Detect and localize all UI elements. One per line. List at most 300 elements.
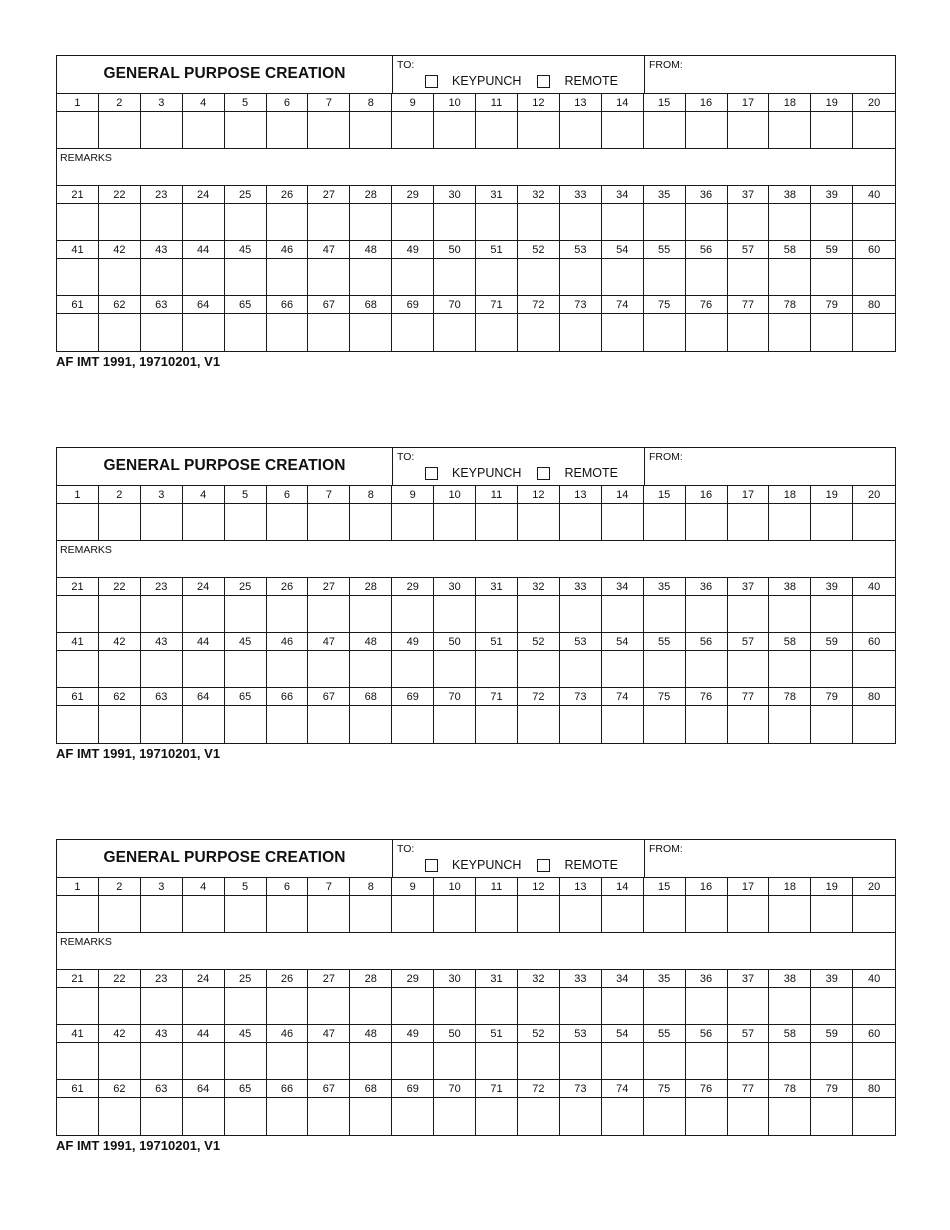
entry-cell[interactable] bbox=[434, 112, 476, 148]
entry-cell[interactable] bbox=[434, 596, 476, 632]
form-header bbox=[57, 840, 895, 878]
to-field[interactable] bbox=[393, 56, 645, 93]
entry-cell[interactable] bbox=[686, 651, 728, 687]
entry-cell[interactable] bbox=[99, 596, 141, 632]
entry-cell[interactable] bbox=[392, 596, 434, 632]
entry-cell[interactable] bbox=[518, 596, 560, 632]
entry-cell[interactable] bbox=[686, 896, 728, 932]
entry-cell[interactable] bbox=[141, 1098, 183, 1135]
remarks-field[interactable] bbox=[57, 541, 895, 578]
entry-cell[interactable] bbox=[769, 204, 811, 240]
entry-cell[interactable] bbox=[644, 596, 686, 632]
entry-row bbox=[57, 112, 895, 149]
entry-cell[interactable] bbox=[225, 1098, 267, 1135]
entry-cell[interactable] bbox=[267, 706, 309, 743]
column-number: 11 bbox=[476, 878, 518, 895]
column-number: 57 bbox=[728, 241, 770, 258]
column-number: 32 bbox=[518, 578, 560, 595]
entry-cell[interactable] bbox=[141, 204, 183, 240]
column-number: 1 bbox=[57, 486, 99, 503]
entry-cell[interactable] bbox=[434, 1043, 476, 1079]
entry-cell[interactable] bbox=[57, 204, 99, 240]
entry-cell[interactable] bbox=[853, 1098, 895, 1135]
entry-cell[interactable] bbox=[560, 1098, 602, 1135]
entry-cell[interactable] bbox=[99, 988, 141, 1024]
entry-cell[interactable] bbox=[560, 314, 602, 351]
entry-cell[interactable] bbox=[57, 988, 99, 1024]
entry-cell[interactable] bbox=[434, 651, 476, 687]
entry-cell[interactable] bbox=[350, 204, 392, 240]
column-number: 11 bbox=[476, 486, 518, 503]
entry-cell[interactable] bbox=[308, 504, 350, 540]
entry-cell[interactable] bbox=[811, 314, 853, 351]
column-number: 42 bbox=[99, 241, 141, 258]
entry-cell[interactable] bbox=[853, 112, 895, 148]
entry-cell[interactable] bbox=[392, 988, 434, 1024]
entry-cell[interactable] bbox=[141, 1043, 183, 1079]
column-number: 33 bbox=[560, 186, 602, 203]
entry-cell[interactable] bbox=[728, 1043, 770, 1079]
to-field[interactable] bbox=[393, 840, 645, 877]
entry-cell[interactable] bbox=[518, 259, 560, 295]
entry-cell[interactable] bbox=[602, 988, 644, 1024]
entry-cell[interactable] bbox=[141, 259, 183, 295]
entry-cell[interactable] bbox=[769, 259, 811, 295]
entry-cell[interactable] bbox=[853, 204, 895, 240]
entry-cell[interactable] bbox=[350, 504, 392, 540]
entry-cell[interactable] bbox=[141, 896, 183, 932]
entry-cell[interactable] bbox=[57, 651, 99, 687]
entry-cell[interactable] bbox=[141, 706, 183, 743]
column-number: 61 bbox=[57, 1080, 99, 1097]
entry-cell[interactable] bbox=[644, 1098, 686, 1135]
entry-cell[interactable] bbox=[769, 112, 811, 148]
entry-cell[interactable] bbox=[769, 988, 811, 1024]
column-number: 78 bbox=[769, 296, 811, 313]
entry-cell[interactable] bbox=[267, 314, 309, 351]
entry-cell[interactable] bbox=[99, 314, 141, 351]
entry-cell[interactable] bbox=[183, 504, 225, 540]
entry-cell[interactable] bbox=[350, 651, 392, 687]
entry-cell[interactable] bbox=[225, 112, 267, 148]
entry-cell[interactable] bbox=[225, 706, 267, 743]
entry-cell[interactable] bbox=[183, 204, 225, 240]
entry-cell[interactable] bbox=[57, 596, 99, 632]
entry-cell[interactable] bbox=[183, 596, 225, 632]
keypunch-checkbox[interactable] bbox=[425, 75, 438, 88]
entry-cell[interactable] bbox=[686, 259, 728, 295]
entry-cell[interactable] bbox=[518, 204, 560, 240]
entry-cell[interactable] bbox=[644, 988, 686, 1024]
entry-cell[interactable] bbox=[225, 596, 267, 632]
column-number: 73 bbox=[560, 1080, 602, 1097]
entry-cell[interactable] bbox=[225, 314, 267, 351]
entry-cell[interactable] bbox=[853, 596, 895, 632]
entry-cell[interactable] bbox=[267, 988, 309, 1024]
entry-cell[interactable] bbox=[99, 112, 141, 148]
entry-cell[interactable] bbox=[811, 504, 853, 540]
entry-cell[interactable] bbox=[602, 706, 644, 743]
entry-cell[interactable] bbox=[267, 259, 309, 295]
entry-cell[interactable] bbox=[602, 596, 644, 632]
column-number: 59 bbox=[811, 633, 853, 650]
entry-cell[interactable] bbox=[57, 112, 99, 148]
entry-cell[interactable] bbox=[434, 204, 476, 240]
entry-cell[interactable] bbox=[308, 259, 350, 295]
entry-cell[interactable] bbox=[853, 504, 895, 540]
entry-cell[interactable] bbox=[811, 896, 853, 932]
entry-cell[interactable] bbox=[308, 314, 350, 351]
entry-cell[interactable] bbox=[560, 988, 602, 1024]
from-field[interactable] bbox=[645, 56, 895, 93]
column-number: 54 bbox=[602, 1025, 644, 1042]
entry-cell[interactable] bbox=[728, 259, 770, 295]
column-number: 54 bbox=[602, 241, 644, 258]
entry-cell[interactable] bbox=[686, 504, 728, 540]
from-field[interactable] bbox=[645, 448, 895, 485]
entry-cell[interactable] bbox=[602, 504, 644, 540]
entry-cell[interactable] bbox=[686, 112, 728, 148]
column-number: 39 bbox=[811, 186, 853, 203]
remarks-field[interactable] bbox=[57, 149, 895, 186]
entry-cell[interactable] bbox=[434, 896, 476, 932]
entry-cell[interactable] bbox=[644, 896, 686, 932]
entry-cell[interactable] bbox=[141, 314, 183, 351]
entry-cell[interactable] bbox=[350, 112, 392, 148]
entry-cell[interactable] bbox=[769, 314, 811, 351]
entry-cell[interactable] bbox=[602, 204, 644, 240]
entry-cell[interactable] bbox=[644, 204, 686, 240]
entry-cell[interactable] bbox=[476, 651, 518, 687]
column-number: 45 bbox=[225, 241, 267, 258]
entry-cell[interactable] bbox=[811, 706, 853, 743]
entry-cell[interactable] bbox=[728, 651, 770, 687]
column-number: 77 bbox=[728, 688, 770, 705]
entry-cell[interactable] bbox=[853, 896, 895, 932]
column-number: 15 bbox=[644, 878, 686, 895]
entry-row bbox=[57, 314, 895, 351]
entry-cell[interactable] bbox=[350, 896, 392, 932]
column-number: 36 bbox=[686, 578, 728, 595]
entry-cell[interactable] bbox=[644, 1043, 686, 1079]
entry-cell[interactable] bbox=[267, 896, 309, 932]
entry-row bbox=[57, 259, 895, 296]
routing-options bbox=[425, 74, 634, 88]
entry-cell[interactable] bbox=[476, 204, 518, 240]
entry-cell[interactable] bbox=[476, 259, 518, 295]
entry-cell[interactable] bbox=[686, 706, 728, 743]
entry-cell[interactable] bbox=[350, 1098, 392, 1135]
column-number: 43 bbox=[141, 633, 183, 650]
column-number: 80 bbox=[868, 1082, 881, 1095]
entry-cell[interactable] bbox=[141, 651, 183, 687]
entry-cell[interactable] bbox=[811, 1098, 853, 1135]
entry-cell[interactable] bbox=[728, 204, 770, 240]
entry-cell[interactable] bbox=[141, 988, 183, 1024]
entry-cell[interactable] bbox=[811, 651, 853, 687]
entry-cell[interactable] bbox=[392, 112, 434, 148]
entry-cell[interactable] bbox=[141, 596, 183, 632]
entry-cell[interactable] bbox=[686, 1098, 728, 1135]
entry-cell[interactable] bbox=[392, 314, 434, 351]
entry-cell[interactable] bbox=[99, 896, 141, 932]
from-label: FROM: bbox=[649, 451, 683, 463]
entry-cell[interactable] bbox=[769, 596, 811, 632]
entry-cell[interactable] bbox=[811, 988, 853, 1024]
entry-cell[interactable] bbox=[350, 259, 392, 295]
entry-cell[interactable] bbox=[811, 596, 853, 632]
column-number: 33 bbox=[560, 970, 602, 987]
entry-cell[interactable] bbox=[686, 314, 728, 351]
entry-cell[interactable] bbox=[518, 504, 560, 540]
entry-cell[interactable] bbox=[769, 896, 811, 932]
entry-cell[interactable] bbox=[392, 204, 434, 240]
entry-cell[interactable] bbox=[560, 651, 602, 687]
entry-cell[interactable] bbox=[267, 204, 309, 240]
entry-cell[interactable] bbox=[225, 1043, 267, 1079]
column-number: 76 bbox=[686, 688, 728, 705]
keypunch-checkbox[interactable] bbox=[425, 467, 438, 480]
entry-cell[interactable] bbox=[183, 1043, 225, 1079]
entry-cell[interactable] bbox=[811, 1043, 853, 1079]
entry-cell[interactable] bbox=[769, 1043, 811, 1079]
entry-cell[interactable] bbox=[308, 651, 350, 687]
entry-cell[interactable] bbox=[769, 504, 811, 540]
entry-cell[interactable] bbox=[476, 1043, 518, 1079]
entry-cell[interactable] bbox=[350, 1043, 392, 1079]
column-number: 46 bbox=[267, 633, 309, 650]
entry-cell[interactable] bbox=[434, 706, 476, 743]
entry-cell[interactable] bbox=[308, 1098, 350, 1135]
entry-cell[interactable] bbox=[686, 204, 728, 240]
entry-cell[interactable] bbox=[518, 651, 560, 687]
entry-cell[interactable] bbox=[392, 706, 434, 743]
from-field[interactable] bbox=[645, 840, 895, 877]
entry-cell[interactable] bbox=[392, 651, 434, 687]
remarks-field[interactable] bbox=[57, 933, 895, 970]
keypunch-checkbox[interactable] bbox=[425, 859, 438, 872]
column-number: 69 bbox=[392, 688, 434, 705]
entry-cell[interactable] bbox=[225, 504, 267, 540]
entry-cell[interactable] bbox=[267, 1043, 309, 1079]
entry-cell[interactable] bbox=[392, 896, 434, 932]
entry-cell[interactable] bbox=[225, 259, 267, 295]
entry-cell[interactable] bbox=[308, 706, 350, 743]
remote-checkbox[interactable] bbox=[537, 859, 550, 872]
entry-cell[interactable] bbox=[476, 596, 518, 632]
entry-cell[interactable] bbox=[392, 1043, 434, 1079]
entry-cell[interactable] bbox=[99, 259, 141, 295]
entry-cell[interactable] bbox=[308, 1043, 350, 1079]
entry-cell[interactable] bbox=[308, 596, 350, 632]
entry-cell[interactable] bbox=[853, 988, 895, 1024]
entry-cell[interactable] bbox=[476, 314, 518, 351]
entry-cell[interactable] bbox=[560, 204, 602, 240]
entry-cell[interactable] bbox=[183, 112, 225, 148]
entry-cell[interactable] bbox=[518, 1098, 560, 1135]
entry-cell[interactable] bbox=[267, 1098, 309, 1135]
entry-cell[interactable] bbox=[57, 504, 99, 540]
entry-cell[interactable] bbox=[686, 988, 728, 1024]
entry-cell[interactable] bbox=[602, 112, 644, 148]
entry-cell[interactable] bbox=[308, 204, 350, 240]
entry-cell[interactable] bbox=[350, 314, 392, 351]
entry-cell[interactable] bbox=[141, 504, 183, 540]
entry-cell[interactable] bbox=[644, 112, 686, 148]
column-number: 44 bbox=[183, 1025, 225, 1042]
entry-cell[interactable] bbox=[728, 1098, 770, 1135]
entry-cell[interactable] bbox=[728, 504, 770, 540]
entry-cell[interactable] bbox=[560, 504, 602, 540]
entry-cell[interactable] bbox=[350, 706, 392, 743]
entry-cell[interactable] bbox=[728, 112, 770, 148]
entry-cell[interactable] bbox=[853, 259, 895, 295]
entry-cell[interactable] bbox=[57, 1098, 99, 1135]
entry-cell[interactable] bbox=[518, 896, 560, 932]
entry-cell[interactable] bbox=[350, 596, 392, 632]
entry-cell[interactable] bbox=[57, 314, 99, 351]
entry-cell[interactable] bbox=[183, 988, 225, 1024]
entry-cell[interactable] bbox=[57, 1043, 99, 1079]
entry-cell[interactable] bbox=[392, 504, 434, 540]
entry-cell[interactable] bbox=[560, 259, 602, 295]
entry-cell[interactable] bbox=[644, 651, 686, 687]
entry-cell[interactable] bbox=[308, 988, 350, 1024]
entry-cell[interactable] bbox=[57, 259, 99, 295]
entry-cell[interactable] bbox=[476, 112, 518, 148]
entry-cell[interactable] bbox=[267, 596, 309, 632]
entry-row bbox=[57, 596, 895, 633]
entry-cell[interactable] bbox=[518, 706, 560, 743]
entry-cell[interactable] bbox=[728, 988, 770, 1024]
entry-cell[interactable] bbox=[183, 896, 225, 932]
entry-cell[interactable] bbox=[183, 259, 225, 295]
entry-cell[interactable] bbox=[183, 706, 225, 743]
entry-cell[interactable] bbox=[560, 596, 602, 632]
entry-cell[interactable] bbox=[686, 1043, 728, 1079]
column-number-row bbox=[57, 1025, 895, 1043]
entry-cell[interactable] bbox=[476, 706, 518, 743]
entry-cell[interactable] bbox=[434, 1098, 476, 1135]
entry-cell[interactable] bbox=[476, 988, 518, 1024]
entry-cell[interactable] bbox=[434, 504, 476, 540]
entry-cell[interactable] bbox=[225, 896, 267, 932]
entry-cell[interactable] bbox=[853, 651, 895, 687]
entry-cell[interactable] bbox=[57, 706, 99, 743]
entry-cell[interactable] bbox=[769, 651, 811, 687]
remote-checkbox[interactable] bbox=[537, 467, 550, 480]
column-number: 9 bbox=[392, 486, 434, 503]
entry-cell[interactable] bbox=[602, 259, 644, 295]
entry-cell[interactable] bbox=[686, 596, 728, 632]
entry-cell[interactable] bbox=[811, 259, 853, 295]
entry-cell[interactable] bbox=[560, 1043, 602, 1079]
entry-cell[interactable] bbox=[308, 112, 350, 148]
entry-cell[interactable] bbox=[518, 112, 560, 148]
entry-cell[interactable] bbox=[434, 314, 476, 351]
entry-cell[interactable] bbox=[728, 896, 770, 932]
entry-cell[interactable] bbox=[602, 314, 644, 351]
to-field[interactable] bbox=[393, 448, 645, 485]
entry-cell[interactable] bbox=[853, 1043, 895, 1079]
form-table bbox=[56, 55, 896, 352]
column-number: 79 bbox=[811, 688, 853, 705]
column-number: 43 bbox=[141, 1025, 183, 1042]
entry-cell[interactable] bbox=[141, 112, 183, 148]
entry-cell[interactable] bbox=[392, 1098, 434, 1135]
entry-cell[interactable] bbox=[99, 504, 141, 540]
entry-cell[interactable] bbox=[769, 706, 811, 743]
entry-cell[interactable] bbox=[853, 706, 895, 743]
entry-cell[interactable] bbox=[560, 112, 602, 148]
entry-cell[interactable] bbox=[769, 1098, 811, 1135]
entry-cell[interactable] bbox=[476, 896, 518, 932]
entry-cell[interactable] bbox=[99, 1098, 141, 1135]
entry-cell[interactable] bbox=[225, 651, 267, 687]
entry-cell[interactable] bbox=[183, 314, 225, 351]
entry-cell[interactable] bbox=[560, 896, 602, 932]
entry-cell[interactable] bbox=[99, 1043, 141, 1079]
entry-cell[interactable] bbox=[728, 314, 770, 351]
entry-cell[interactable] bbox=[476, 1098, 518, 1135]
remote-checkbox[interactable] bbox=[537, 75, 550, 88]
entry-cell[interactable] bbox=[183, 651, 225, 687]
entry-cell[interactable] bbox=[518, 988, 560, 1024]
entry-cell[interactable] bbox=[811, 204, 853, 240]
entry-cell[interactable] bbox=[392, 259, 434, 295]
entry-cell[interactable] bbox=[560, 706, 602, 743]
entry-cell[interactable] bbox=[99, 204, 141, 240]
entry-cell[interactable] bbox=[518, 314, 560, 351]
entry-cell[interactable] bbox=[811, 112, 853, 148]
column-number: 15 bbox=[644, 486, 686, 503]
column-number: 6 bbox=[267, 878, 309, 895]
entry-cell[interactable] bbox=[183, 1098, 225, 1135]
column-number: 23 bbox=[141, 578, 183, 595]
entry-cell[interactable] bbox=[644, 504, 686, 540]
entry-cell[interactable] bbox=[434, 988, 476, 1024]
entry-cell[interactable] bbox=[602, 1043, 644, 1079]
entry-cell[interactable] bbox=[602, 896, 644, 932]
entry-cell[interactable] bbox=[644, 706, 686, 743]
entry-cell[interactable] bbox=[476, 504, 518, 540]
column-number: 27 bbox=[308, 970, 350, 987]
column-number: 71 bbox=[476, 1080, 518, 1097]
entry-cell[interactable] bbox=[602, 1098, 644, 1135]
entry-cell[interactable] bbox=[57, 896, 99, 932]
entry-cell[interactable] bbox=[350, 988, 392, 1024]
entry-cell[interactable] bbox=[602, 651, 644, 687]
entry-cell[interactable] bbox=[644, 314, 686, 351]
entry-cell[interactable] bbox=[728, 706, 770, 743]
entry-cell[interactable] bbox=[99, 651, 141, 687]
entry-cell[interactable] bbox=[308, 896, 350, 932]
entry-cell[interactable] bbox=[267, 651, 309, 687]
entry-cell[interactable] bbox=[728, 596, 770, 632]
column-number-row bbox=[57, 688, 895, 706]
entry-cell[interactable] bbox=[225, 204, 267, 240]
entry-cell[interactable] bbox=[434, 259, 476, 295]
entry-cell[interactable] bbox=[518, 1043, 560, 1079]
entry-cell[interactable] bbox=[853, 314, 895, 351]
entry-cell[interactable] bbox=[225, 988, 267, 1024]
entry-cell[interactable] bbox=[267, 504, 309, 540]
entry-cell[interactable] bbox=[644, 259, 686, 295]
column-number: 54 bbox=[602, 633, 644, 650]
entry-cell[interactable] bbox=[99, 706, 141, 743]
entry-cell[interactable] bbox=[267, 112, 309, 148]
form-card bbox=[56, 839, 896, 1153]
